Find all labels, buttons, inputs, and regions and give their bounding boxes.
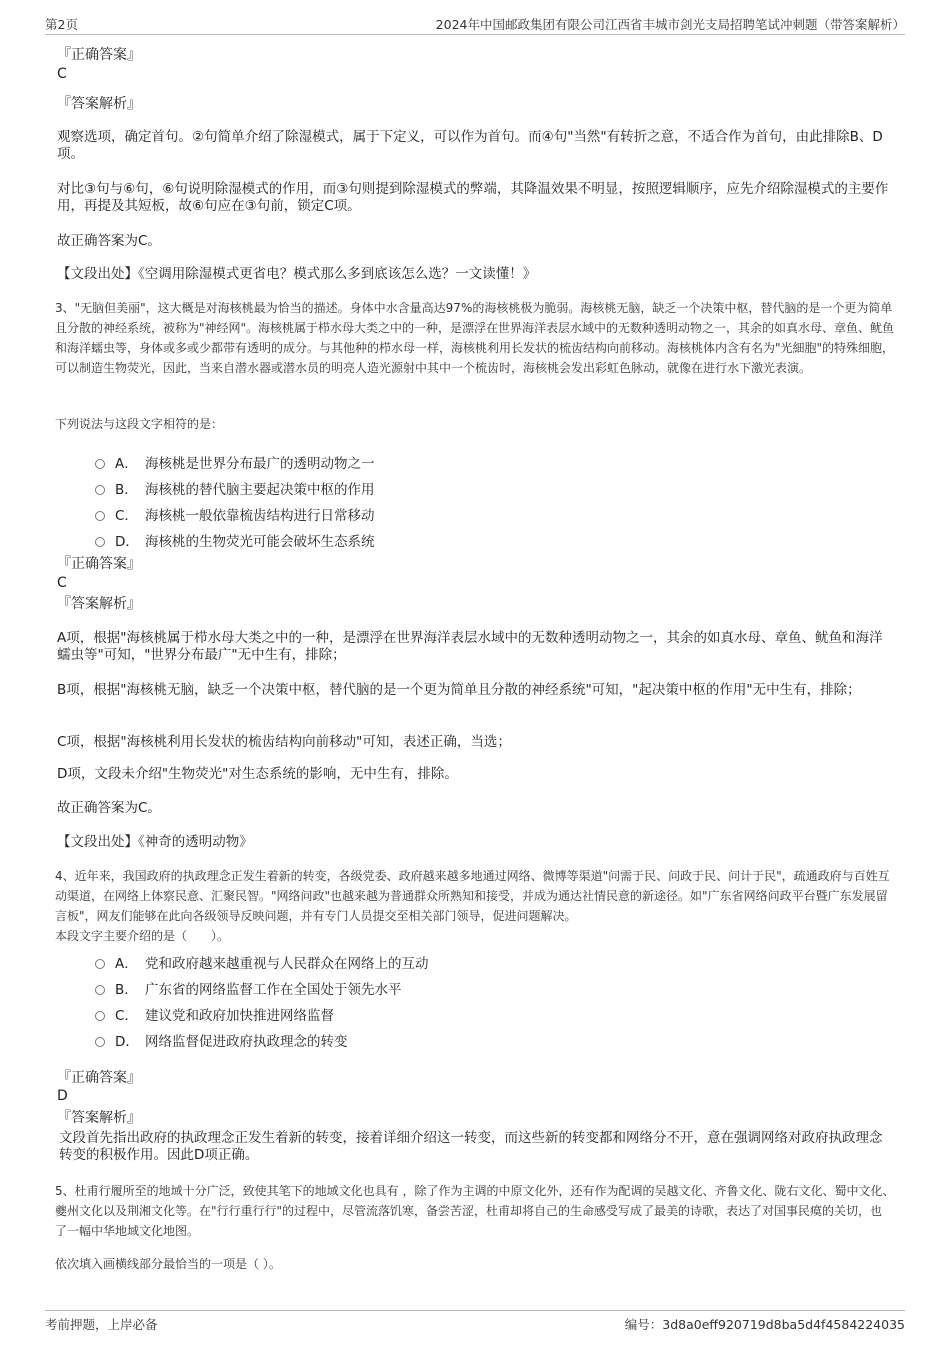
option-c[interactable]: C． 建议党和政府加快推进网络监督 (95, 1003, 875, 1029)
answer-label: 『正确答案』 (57, 556, 141, 572)
answer-value: C (57, 575, 67, 591)
page-footer (45, 1310, 905, 1335)
source-citation: 【文段出处】《神奇的透明动物》 (57, 834, 253, 850)
page-header (45, 12, 905, 35)
radio-icon[interactable] (95, 1011, 105, 1021)
analysis-conclusion: 故正确答案为C。 (57, 233, 161, 249)
option-b[interactable]: B． 海核桃的替代脑主要起决策中枢的作用 (95, 477, 875, 503)
radio-icon[interactable] (95, 511, 105, 521)
source-citation: 【文段出处】《空调用除湿模式更省电？模式那么多到底该怎么选？一文读懂！》 (57, 266, 537, 282)
radio-icon[interactable] (95, 485, 105, 495)
question-prompt: 下列说法与这段文字相符的是： (55, 417, 224, 431)
option-d[interactable]: D． 海核桃的生物荧光可能会破坏生态系统 (95, 529, 875, 555)
question-stem: 4、近年来，我国政府的执政理念正发生着新的转变，各级党委、政府越来越多地通过网络、微博等渠道"问需于民、问政于民、问计于民"，疏通政府与百姓互动渠道，在网络上体察民意、汇聚民智。"网络问政"也越来越为普通群众所熟知和接受，并成为通达社情民意的新途径。如"广东省网络问政平台暨广东发展留言板"，网友们能够在此向各级领导反映问题，并有专门人员提交至相关部门领导，促进问题解决。 (55, 869, 890, 923)
footer-slogan: 考前押题，上岸必备 (45, 1317, 158, 1332)
analysis-paragraph: 文段首先指出政府的执政理念正发生着新的转变，接着详细介绍这一转变，而这些新的转变都和网络分不开，意在强调网络对政府执政理念转变的积极作用。因此D项正确。 (59, 1130, 883, 1163)
question-prompt: 本段文字主要介绍的是（ ）。 (55, 929, 230, 943)
analysis-paragraph: A项，根据"海核桃属于栉水母大类之中的一种，是漂浮在世界海洋表层水域中的无数种透明动物之一，其余的如真水母、章鱼、鱿鱼和海洋蠕虫等"可知，"世界分布最广"无中生有，排除； (57, 630, 883, 663)
option-a[interactable]: A． 海核桃是世界分布最广的透明动物之一 (95, 451, 875, 477)
document-title: 2024年中国邮政集团有限公司江西省丰城市剑光支局招聘笔试冲刺题（带答案解析） (435, 17, 905, 32)
question-prompt: 依次填入画横线部分最恰当的一项是（ ）。 (55, 1257, 281, 1271)
analysis-paragraph: D项，文段未介绍"生物荧光"对生态系统的影响，无中生有，排除。 (57, 766, 458, 782)
radio-icon[interactable] (95, 959, 105, 969)
radio-icon[interactable] (95, 1037, 105, 1047)
document-id: 编号：3d8a0eff920719d8ba5d4f4584224035 (624, 1317, 905, 1332)
analysis-paragraph: 观察选项，确定首句。②句简单介绍了除湿模式，属于下定义，可以作为首句。而④句"当然"有转折之意，不适合作为首句，由此排除B、D项。 (57, 129, 883, 162)
radio-icon[interactable] (95, 537, 105, 547)
option-list (95, 951, 875, 1055)
analysis-paragraph: C项，根据"海核桃利用长发状的梳齿结构向前移动"可知，表述正确，当选； (57, 734, 511, 750)
option-c[interactable]: C． 海核桃一般依靠梳齿结构进行日常移动 (95, 503, 875, 529)
radio-icon[interactable] (95, 459, 105, 469)
radio-icon[interactable] (95, 985, 105, 995)
answer-value: C (57, 66, 67, 82)
question-stem: 3、"无脑但美丽"，这大概是对海核桃最为恰当的描述。身体中水含量高达97%的海核桃极为脆弱。海核桃无脑，缺乏一个决策中枢，替代脑的是一个更为简单且分散的神经系统，被称为"神经网"。海核桃属于栉水母大类之中的一种，是漂浮在世界海洋表层水域中的无数种透明动物之一，其余的如真水母、章鱼、鱿鱼和海洋蠕虫等，身体或多或少都带有透明的成分。与其他种的栉水母一样，海核桃利用长发状的梳齿结构向前移动。海核桃体内含有名为"光細胞"的特殊细胞，可以制造生物荧光，因此，当来自潜水器或潜水员的明亮人造光源射中其中一个梳齿时，海核桃会发出彩虹色脉动，就像在进行水下激光表演。 (55, 301, 895, 375)
page-number: 第2页 (45, 17, 78, 32)
analysis-label: 『答案解析』 (57, 96, 141, 112)
analysis-paragraph: B项，根据"海核桃无脑，缺乏一个决策中枢，替代脑的是一个更为简单且分散的神经系统"可知，"起决策中枢的作用"无中生有，排除； (57, 682, 861, 698)
option-list (95, 451, 875, 555)
analysis-paragraph: 对比③句与⑥句，⑥句说明除湿模式的作用，而③句则提到除湿模式的弊端，其降温效果不明显，按照逻辑顺序，应先介绍除湿模式的主要作用，再提及其短板，故⑥句应在③句前，锁定C项。 (57, 181, 889, 214)
answer-label: 『正确答案』 (57, 47, 141, 63)
option-b[interactable]: B． 广东省的网络监督工作在全国处于领先水平 (95, 977, 875, 1003)
option-d[interactable]: D． 网络监督促进政府执政理念的转变 (95, 1029, 875, 1055)
answer-value: D (57, 1088, 68, 1104)
analysis-conclusion: 故正确答案为C。 (57, 800, 161, 816)
option-a[interactable]: A． 党和政府越来越重视与人民群众在网络上的互动 (95, 951, 875, 977)
question-stem: 5、杜甫行履所至的地域十分广泛，致使其笔下的地域文化也具有 ，除了作为主调的中原文化外，还有作为配调的吴越文化、齐鲁文化、陇右文化、蜀中文化、夔州文化以及荆湘文化等。在"行行重行行"的过程中，尽管流落饥寒，备尝苦涩，杜甫却将自己的生命感受写成了最美的诗歌，表达了对国事民瘼的关切，也 了一幅中华地域文化地图。 (55, 1184, 895, 1238)
analysis-label: 『答案解析』 (57, 596, 141, 612)
analysis-label: 『答案解析』 (57, 1110, 141, 1126)
answer-label: 『正确答案』 (57, 1070, 141, 1086)
